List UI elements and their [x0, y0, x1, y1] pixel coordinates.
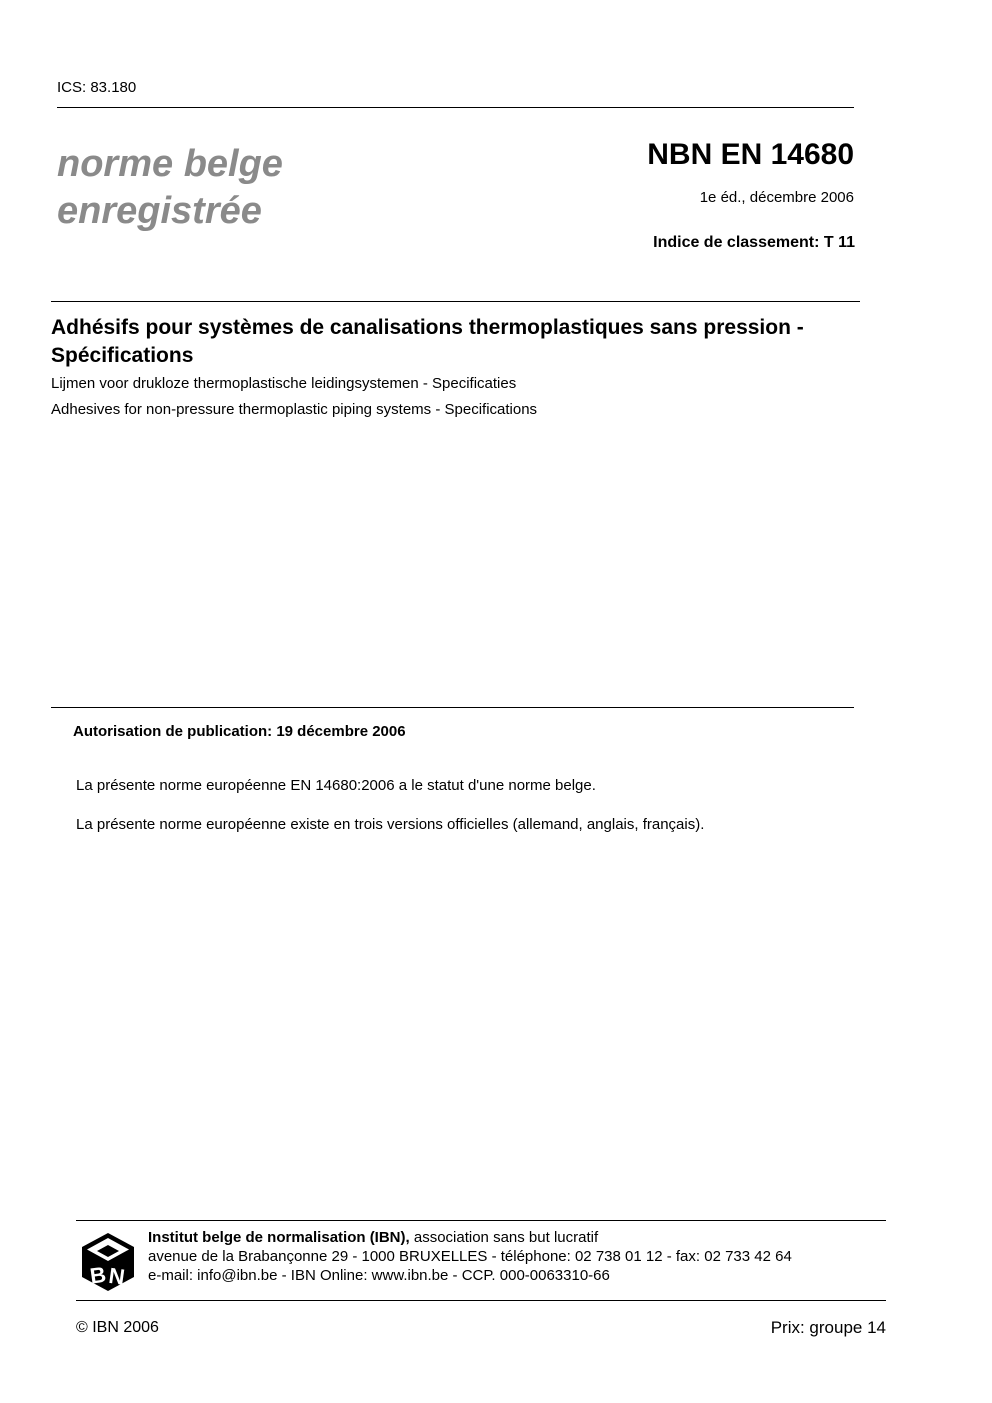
ics-code: ICS: 83.180: [57, 79, 137, 96]
classification-index: Indice de classement: T 11: [653, 234, 855, 251]
title-dutch: Lijmen voor drukloze thermoplastische leidingsystemen - Specificaties: [51, 375, 517, 392]
svg-text:N: N: [107, 1262, 127, 1290]
price-group: Prix: groupe 14: [770, 1318, 886, 1337]
institute-address: avenue de la Brabançonne 29 - 1000 BRUXELLES - téléphone: 02 738 01 12 - fax: 02 733 42 64: [148, 1248, 792, 1265]
publication-authorisation: Autorisation de publication: 19 décembre 2006: [73, 723, 406, 740]
edition-date: 1e éd., décembre 2006: [699, 189, 854, 206]
brand-title: [57, 141, 283, 235]
header-rule: [57, 107, 854, 108]
title-rule: [51, 301, 860, 302]
institute-contact: e-mail: info@ibn.be - IBN Online: www.ibn.be - CCP. 000-0063310-66: [148, 1267, 610, 1284]
institute-description: association sans but lucratif: [409, 1229, 599, 1246]
publication-rule: [51, 707, 854, 708]
footer-bottom-rule: [76, 1300, 886, 1301]
ibn-logo-icon: [82, 1233, 134, 1291]
brand-line-2: enregistrée: [57, 190, 262, 232]
footer-top-rule: [76, 1220, 886, 1221]
versions-paragraph: La présente norme européenne existe en trois versions officielles (allemand, anglais, français).: [76, 816, 705, 833]
institute-heading: [148, 1228, 792, 1247]
svg-text:B: B: [88, 1261, 108, 1289]
brand-line-1: norme belge: [57, 143, 283, 185]
title-english: Adhesives for non-pressure thermoplastic piping systems - Specifications: [51, 401, 538, 418]
status-paragraph: La présente norme européenne EN 14680:2006 a le statut d'une norme belge.: [76, 777, 596, 794]
institute-name: Institut belge de normalisation (IBN),: [148, 1229, 410, 1246]
institute-info: [148, 1228, 792, 1285]
title-french: Adhésifs pour systèmes de canalisations thermoplastiques sans pression - Spécifications: [51, 316, 804, 367]
standard-number: NBN EN 14680: [647, 138, 854, 171]
copyright: © IBN 2006: [76, 1319, 159, 1336]
